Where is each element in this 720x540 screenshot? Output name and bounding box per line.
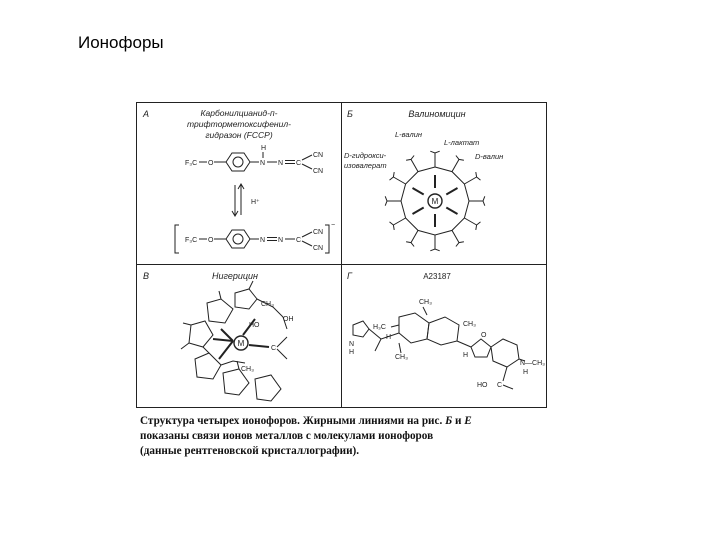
bond-h3c	[391, 325, 399, 327]
bond-c-cn2	[302, 164, 312, 169]
coordination-bond	[413, 188, 424, 195]
isopropyl-branch	[476, 222, 481, 230]
isopropyl-branch	[456, 242, 464, 247]
bottom-charge: −	[331, 222, 336, 229]
metal-label-b: M	[431, 197, 439, 206]
nigericin-oh: OH	[283, 316, 294, 323]
caption-line1-d: и	[454, 415, 462, 427]
panel-a-letter: A	[143, 109, 150, 119]
bottom-cn2: CN	[313, 245, 324, 252]
caption-line3: (данные рентгеновской кристаллографии).	[140, 445, 360, 457]
valinomycin-side-chain	[411, 230, 418, 242]
bottom-n1: N	[260, 237, 266, 244]
isopropyl-branch	[390, 222, 395, 230]
a23187-ch3-right: CH₃	[463, 321, 476, 328]
valinomycin-side-chain	[411, 159, 418, 171]
benzene-ring-top	[226, 153, 250, 171]
coord-bond-3	[219, 341, 233, 359]
benzene-ring-bottom	[226, 230, 250, 248]
panel-b-name: Валиномицин	[408, 109, 466, 119]
a23187-n-ch3: N—CH₃	[520, 360, 546, 367]
panel-g-name: A23187	[423, 272, 451, 281]
panel-a-name-line3: гидразон (FCCP)	[205, 130, 273, 140]
a23187-h3c: H₃C	[373, 324, 386, 331]
bond-ch3-mid	[399, 343, 401, 353]
bond-c-cn2-bottom	[302, 241, 312, 246]
bond-ketone	[375, 339, 381, 351]
a23187-ch3-top: CH₃	[419, 299, 432, 306]
top-c: C	[296, 160, 302, 167]
nigericin-ring-2	[207, 299, 233, 323]
methyl-tick-5	[203, 347, 209, 353]
coordination-bond	[413, 208, 424, 215]
ionophore-figure	[136, 102, 547, 408]
structures-drawing	[137, 103, 548, 409]
isopropyl-branch	[406, 156, 414, 161]
bond-carbonyl	[503, 385, 513, 389]
caption-line2: показаны связи ионов металлов с молекулами ионофоров	[140, 430, 434, 442]
panel-b	[344, 109, 503, 251]
label-d-valin: D-валин	[475, 152, 504, 161]
panel-v-name: Нигерицин	[212, 271, 258, 281]
isopropyl-branch	[430, 249, 439, 251]
nigericin-ch3-bottom: CH₃	[241, 366, 254, 373]
bottom-cn1: CN	[313, 229, 324, 236]
bond-c-cn1-bottom	[302, 232, 312, 237]
nigericin-c: C	[271, 345, 277, 352]
panel-a-name-line2: трифторметоксифенил-	[187, 119, 291, 129]
nigericin-ring-3	[189, 321, 213, 347]
isopropyl-branch	[390, 172, 395, 180]
a23187-h-lower: H	[463, 352, 469, 359]
top-n1: N	[260, 160, 266, 167]
bracket-left	[175, 225, 179, 253]
caption-line1-e: Е	[464, 415, 472, 427]
panel-a-name-line1: Карбонилцианид-п-	[200, 108, 278, 118]
panel-b-letter: Б	[347, 109, 353, 119]
valinomycin-side-chain	[393, 177, 405, 184]
isopropyl-branch	[385, 196, 387, 205]
valinomycin-side-chain	[464, 218, 476, 225]
a23187-ring-1	[399, 313, 429, 343]
a23187-h-left: H	[386, 334, 392, 341]
caption-line1-b: Жирными линиями на рис.	[302, 415, 443, 427]
panel-g-letter: Г	[347, 271, 352, 281]
a23187-n-ring: N	[349, 341, 355, 348]
atom-h-top: H	[261, 145, 267, 152]
label-l-valin: L-валин	[395, 130, 423, 139]
nigericin-ho: HO	[249, 322, 260, 329]
bracket-right	[325, 225, 329, 253]
nigericin-ring-4	[195, 353, 221, 379]
coordination-bond	[446, 208, 457, 215]
label-d-hydroxy-2: изовалерат	[344, 161, 387, 170]
isopropyl-branch	[483, 196, 485, 205]
nigericin-ch3: CH₃	[261, 301, 274, 308]
coordination-bond	[446, 188, 457, 195]
oxazole-ring	[471, 339, 491, 357]
a23187-n-h: H	[523, 369, 529, 376]
coord-bond-4	[249, 345, 269, 347]
bond-to-benzoxazole	[457, 341, 471, 347]
top-o: O	[208, 160, 214, 167]
valinomycin-side-chain	[452, 230, 459, 242]
valinomycin-side-chain	[464, 177, 476, 184]
isopropyl-branch	[476, 172, 481, 180]
bond-c-cn1	[302, 155, 312, 160]
valinomycin-side-chain	[393, 218, 405, 225]
a23187-ring-2	[427, 317, 459, 345]
panel-g	[347, 271, 545, 389]
slide-title: Ионофоры	[78, 33, 164, 52]
bond-c-o-2	[277, 349, 287, 359]
a23187-c-acid: C	[497, 382, 503, 389]
bottom-n2: N	[278, 237, 284, 244]
metal-label-v: M	[237, 339, 245, 348]
methyl-tick-3	[183, 323, 191, 325]
benzene-ring-g	[491, 339, 519, 367]
top-f3c: F₃C	[185, 160, 198, 167]
label-d-hydroxy-1: D-гидрокси-	[344, 151, 387, 160]
bottom-c: C	[296, 237, 302, 244]
bottom-o: O	[208, 237, 214, 244]
proton-label: H⁺	[251, 199, 260, 206]
a23187-o: O	[481, 332, 487, 339]
bond-ch3-top	[423, 307, 427, 315]
caption-line1-c: Б	[445, 415, 453, 427]
valinomycin-side-chain	[452, 159, 459, 171]
isopropyl-branch	[456, 156, 464, 161]
a23187-ho: HO	[477, 382, 488, 389]
a23187-h-ring: H	[349, 349, 355, 356]
benzene-circle-bottom	[233, 234, 243, 244]
top-cn1: CN	[313, 152, 324, 159]
nigericin-ring-1	[235, 289, 257, 309]
panel-v-letter: В	[143, 271, 150, 281]
methyl-tick-2	[219, 291, 221, 299]
methyl-tick-4	[181, 343, 189, 349]
nigericin-chain-2	[221, 361, 245, 365]
a23187-ch3-mid: CH₃	[395, 354, 408, 361]
bond-c-o-1	[277, 337, 287, 347]
figure-caption	[140, 414, 560, 459]
label-l-laktat: L-лактат	[444, 138, 480, 147]
bottom-f3c: F₃C	[185, 237, 198, 244]
isopropyl-branch	[430, 151, 439, 153]
bond-to-acid	[503, 367, 507, 381]
benzene-circle-top	[233, 157, 243, 167]
top-cn2: CN	[313, 168, 324, 175]
isopropyl-branch	[406, 242, 414, 247]
panel-a	[142, 108, 335, 253]
nigericin-ring-6	[255, 375, 281, 401]
methyl-tick-1	[249, 281, 253, 289]
pyrrole-ring	[353, 321, 369, 337]
panel-v	[143, 271, 294, 401]
caption-line1-a: Структура четырех ионофоров.	[140, 415, 300, 427]
top-n2: N	[278, 160, 284, 167]
